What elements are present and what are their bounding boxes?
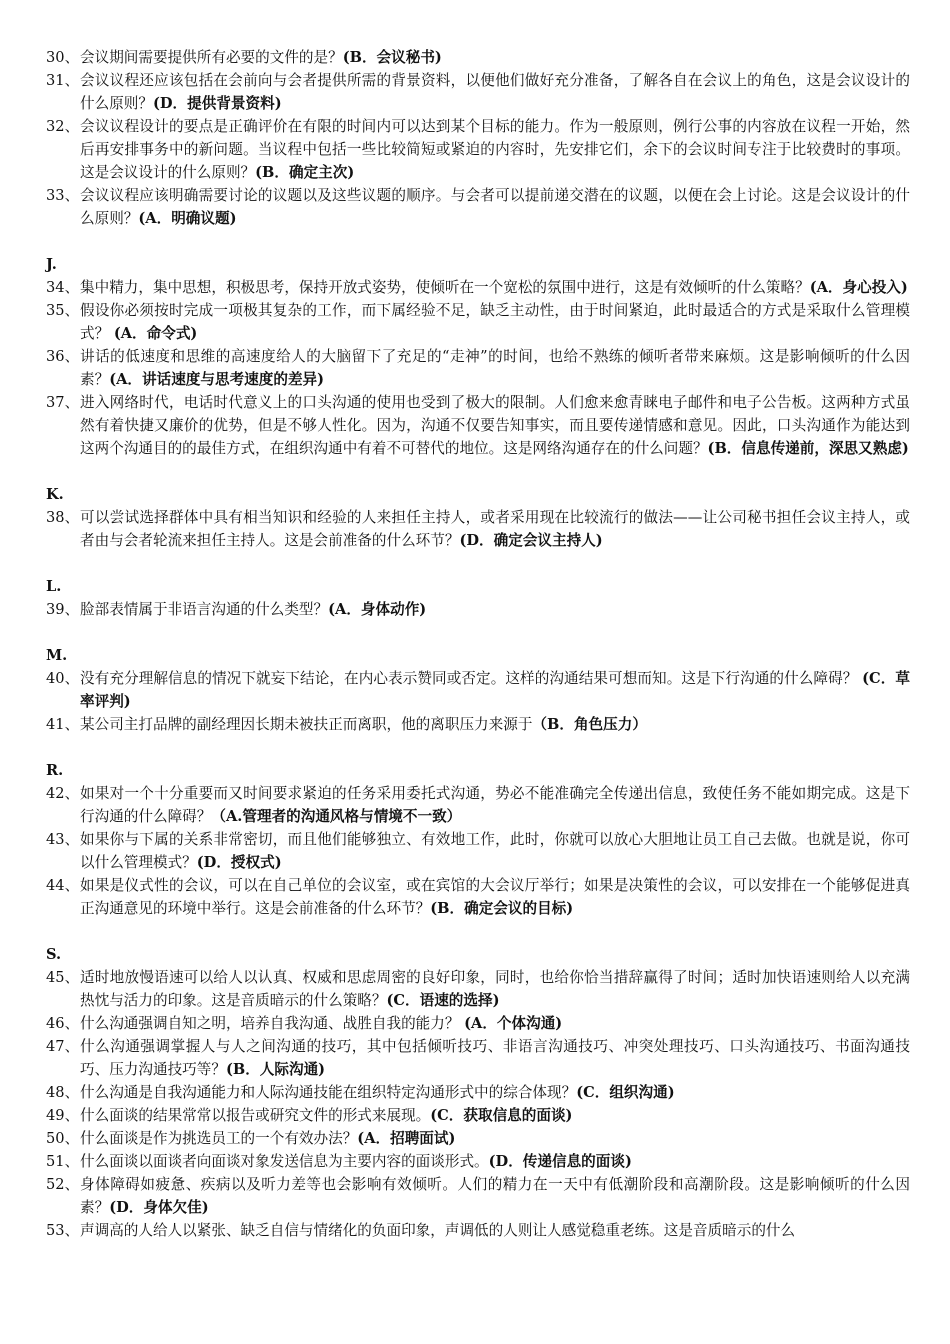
question-body xyxy=(80,345,910,391)
question-item xyxy=(46,874,910,920)
question-body xyxy=(80,69,910,115)
section-letter-heading: S. xyxy=(46,946,62,963)
answer-text: (B．信息传递前，深思又熟虑) xyxy=(707,440,909,457)
question-text: 声调高的人给人以紧张、缺乏自信与情绪化的负面印象，声调低的人则让人感觉稳重老练。这是音质暗示的什么 xyxy=(80,1222,796,1239)
question-item xyxy=(46,667,910,713)
question-body xyxy=(80,667,910,713)
question-number: 45、 xyxy=(46,969,80,986)
question-number: 38、 xyxy=(46,509,80,526)
question-text: 如果是仪式性的会议，可以在自己单位的会议室，或在宾馆的大会议厅举行；如果是决策性的会议，可以安排在一个能够促进真正沟通意见的环境中举行。这是会前准备的什么环节？ xyxy=(80,877,910,917)
question-number: 48、 xyxy=(46,1084,80,1101)
section-letter-heading: R. xyxy=(46,762,64,779)
question-item xyxy=(46,598,910,621)
answer-text: (A．命令式) xyxy=(113,325,198,342)
question-body xyxy=(80,1219,910,1242)
question-item xyxy=(46,1150,910,1173)
question-body xyxy=(80,1173,910,1219)
question-body xyxy=(80,1104,910,1127)
question-number: 33、 xyxy=(46,187,80,204)
question-number: 40、 xyxy=(46,670,80,687)
section-letter-heading: M. xyxy=(46,647,68,664)
question-item xyxy=(46,1219,910,1242)
question-number: 44、 xyxy=(46,877,80,894)
question-text: 假设你必须按时完成一项极其复杂的工作，而下属经验不足，缺乏主动性，由于时间紧迫，此时最适合的方式是采取什么管理模式？ xyxy=(80,302,910,342)
question-body xyxy=(80,115,910,184)
document-body xyxy=(46,46,910,1242)
question-item xyxy=(46,184,910,230)
question-number: 30、 xyxy=(46,49,80,66)
question-number: 51、 xyxy=(46,1153,80,1170)
question-item xyxy=(46,276,910,299)
question-item xyxy=(46,1173,910,1219)
question-text: 什么面谈是作为挑选员工的一个有效办法？ xyxy=(80,1130,358,1147)
question-text: 会议议程还应该包括在会前向与会者提供所需的背景资料，以便他们做好充分准备，了解各自在会议上的角色，这是会议设计的什么原则？ xyxy=(80,72,910,112)
question-number: 49、 xyxy=(46,1107,80,1124)
question-item xyxy=(46,1104,910,1127)
answer-text: (A．身心投入) xyxy=(809,279,908,296)
answer-text: (D．传递信息的面谈) xyxy=(488,1153,632,1170)
answer-text: (B．人际沟通) xyxy=(225,1061,326,1078)
question-text: 脸部表情属于非语言沟通的什么类型？ xyxy=(80,601,329,618)
question-text: 什么面谈以面谈者向面谈对象发送信息为主要内容的面谈形式。 xyxy=(80,1153,489,1170)
question-text: 身体障碍如疲惫、疾病以及听力差等也会影响有效倾听。人们的精力在一天中有低潮阶段和高潮阶段。这是影响倾听的什么因素？ xyxy=(80,1176,910,1216)
question-text: 会议议程应该明确需要讨论的议题以及这些议题的顺序。与会者可以提前递交潜在的议题，以便在会上讨论。这是会议设计的什么原则？ xyxy=(80,187,910,227)
answer-text: (B．会议秘书) xyxy=(342,49,442,66)
question-item xyxy=(46,1012,910,1035)
question-item xyxy=(46,345,910,391)
section-letter-heading: J. xyxy=(46,256,57,273)
question-item xyxy=(46,966,910,1012)
question-text: 集中精力，集中思想，积极思考，保持开放式姿势，使倾听在一个宽松的氛围中进行，这是有效倾听的什么策略？ xyxy=(80,279,810,296)
section-letter-heading: L. xyxy=(46,578,62,595)
question-text: 某公司主打品牌的副经理因长期未被扶正而离职，他的离职压力来源于 xyxy=(80,716,533,733)
question-body xyxy=(80,46,910,69)
question-body xyxy=(80,1081,910,1104)
question-number: 43、 xyxy=(46,831,80,848)
answer-text: (D．身体欠佳) xyxy=(109,1199,209,1216)
answer-text: (C．组织沟通) xyxy=(576,1084,675,1101)
question-body xyxy=(80,782,910,828)
question-item xyxy=(46,782,910,828)
question-body xyxy=(80,966,910,1012)
question-body xyxy=(80,506,910,552)
answer-text: (A．身体动作) xyxy=(328,601,427,618)
question-text: 会议期间需要提供所有必要的文件的是？ xyxy=(80,49,343,66)
question-number: 36、 xyxy=(46,348,80,365)
question-body xyxy=(80,184,910,230)
question-number: 41、 xyxy=(46,716,80,733)
question-text: 会议议程设计的要点是正确评价在有限的时间内可以达到某个目标的能力。作为一般原则，例行公事的内容放在议程一开始，然后再安排事务中的新问题。当议程中包括一些比较简短或紧迫的内容时，先安排它们，余下的会议时间专注于比较费时的事项。这是会议设计的什么原则？ xyxy=(80,118,910,181)
question-item xyxy=(46,1081,910,1104)
question-number: 39、 xyxy=(46,601,80,618)
question-item xyxy=(46,115,910,184)
question-text: 进入网络时代，电话时代意义上的口头沟通的使用也受到了极大的限制。人们愈来愈青睐电子邮件和电子公告板。这两种方式虽然有着快捷又廉价的优势，但是不够人性化。因为，沟通不仅要告知事实，而且要传递情感和意见。因此，口头沟通作为能达到这两个沟通目的的最佳方式，在组织沟通中有着不可替代的地位。这是网络沟通存在的什么问题？ xyxy=(80,394,910,457)
question-item xyxy=(46,828,910,874)
question-body xyxy=(80,828,910,874)
question-body xyxy=(80,299,910,345)
answer-text: (D．授权式) xyxy=(196,854,282,871)
question-item xyxy=(46,46,910,69)
answer-text: (A．明确议题) xyxy=(138,210,237,227)
answer-text: (C．语速的选择) xyxy=(386,992,500,1009)
answer-text: (B．确定会议的目标) xyxy=(430,900,574,917)
question-body xyxy=(80,713,910,736)
answer-text: (A．招聘面试) xyxy=(357,1130,456,1147)
question-number: 47、 xyxy=(46,1038,80,1055)
section-letter-heading: K. xyxy=(46,486,64,503)
question-text: 没有充分理解信息的情况下就妄下结论，在内心表示赞同或否定。这样的沟通结果可想而知。这是下行沟通的什么障碍？ xyxy=(80,670,863,687)
answer-text: (D．确定会议主持人) xyxy=(459,532,603,549)
question-number: 37、 xyxy=(46,394,80,411)
question-item xyxy=(46,299,910,345)
question-item xyxy=(46,1035,910,1081)
question-item xyxy=(46,1127,910,1150)
question-number: 50、 xyxy=(46,1130,80,1147)
question-number: 31、 xyxy=(46,72,80,89)
question-text: 可以尝试选择群体中具有相当知识和经验的人来担任主持人，或者采用现在比较流行的做法——让公司秘书担任会议主持人，或者由与会者轮流来担任主持人。这是会前准备的什么环节？ xyxy=(80,509,910,549)
question-number: 35、 xyxy=(46,302,80,319)
answer-text: （B．角色压力） xyxy=(532,716,647,733)
question-body xyxy=(80,276,910,299)
question-item xyxy=(46,713,910,736)
question-item xyxy=(46,391,910,460)
question-item xyxy=(46,69,910,115)
question-text: 什么沟通强调自知之明，培养自我沟通、战胜自我的能力？ xyxy=(80,1015,465,1032)
question-body xyxy=(80,1035,910,1081)
question-item xyxy=(46,506,910,552)
question-body xyxy=(80,1150,910,1173)
question-text: 适时地放慢语速可以给人以认真、权威和思虑周密的良好印象，同时，也给你恰当措辞赢得了时间；适时加快语速则给人以充满热忱与活力的印象。这是音质暗示的什么策略？ xyxy=(80,969,910,1009)
question-body xyxy=(80,1127,910,1150)
answer-text: (C．获取信息的面谈) xyxy=(430,1107,573,1124)
question-number: 53、 xyxy=(46,1222,80,1239)
question-text: 什么沟通是自我沟通能力和人际沟通技能在组织特定沟通形式中的综合体现？ xyxy=(80,1084,577,1101)
answer-text: （A.管理者的沟通风格与情境不一致） xyxy=(211,808,462,825)
question-number: 34、 xyxy=(46,279,80,296)
question-text: 什么沟通强调掌握人与人之间沟通的技巧，其中包括倾听技巧、非语言沟通技巧、冲突处理技巧、口头沟通技巧、书面沟通技巧、压力沟通技巧等？ xyxy=(80,1038,910,1078)
question-number: 42、 xyxy=(46,785,80,802)
answer-text: (A．个体沟通) xyxy=(464,1015,563,1032)
question-body xyxy=(80,391,910,460)
question-number: 52、 xyxy=(46,1176,80,1193)
answer-text: (A．讲话速度与思考速度的差异) xyxy=(109,371,325,388)
answer-text: (B．确定主次) xyxy=(255,164,355,181)
question-body xyxy=(80,598,910,621)
answer-text: (D．提供背景资料) xyxy=(152,95,282,112)
question-text: 什么面谈的结果常常以报告或研究文件的形式来展现。 xyxy=(80,1107,431,1124)
question-text: 如果你与下属的关系非常密切，而且他们能够独立、有效地工作，此时，你就可以放心大胆地让员工自己去做。也就是说，你可以什么管理模式？ xyxy=(80,831,910,871)
question-body xyxy=(80,1012,910,1035)
question-number: 46、 xyxy=(46,1015,80,1032)
question-text: 如果对一个十分重要而又时间要求紧迫的任务采用委托式沟通，势必不能准确完全传递出信息，致使任务不能如期完成。这是下行沟通的什么障碍？ xyxy=(80,785,910,825)
answer-text: (C．草率评判) xyxy=(80,670,910,710)
question-body xyxy=(80,874,910,920)
question-number: 32、 xyxy=(46,118,80,135)
question-text: 讲话的低速度和思维的高速度给人的大脑留下了充足的“走神”的时间，也给不熟练的倾听者带来麻烦。这是影响倾听的什么因素？ xyxy=(80,348,910,388)
